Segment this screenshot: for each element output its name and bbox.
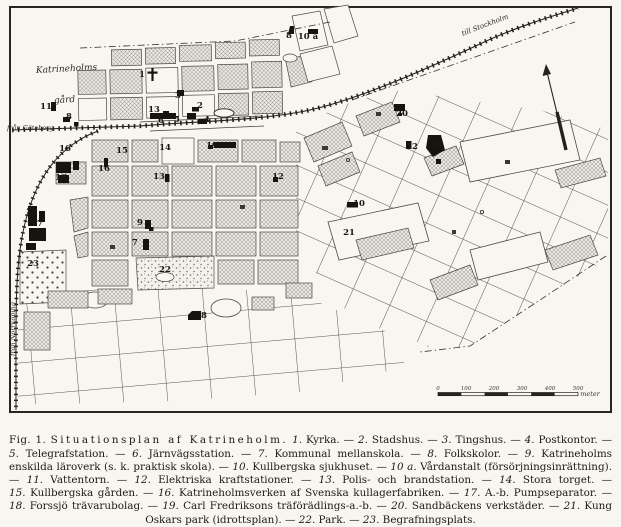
map-number-marker: 11 — [40, 102, 52, 112]
caption-entry-number: 13. — [318, 474, 336, 486]
caption-title: Situationsplan af Katrineholm. — [50, 434, 289, 447]
caption-entry-number: 1. — [292, 434, 303, 447]
map-number-marker: 13 — [153, 172, 165, 182]
caption-entry-number: 21. — [563, 500, 581, 513]
map-number-marker: 14 — [159, 143, 171, 153]
caption-entry-number: 15. — [9, 487, 26, 500]
caption-entry-number: 22. — [298, 513, 316, 526]
caption-entry-number: 8. — [427, 447, 438, 460]
park-22-area — [136, 256, 214, 290]
scale-bar-tick-label: 100 — [460, 386, 472, 392]
map-number-marker: 8 — [66, 112, 72, 122]
map-number-marker: 15 — [116, 146, 128, 156]
caption-entry-number: 12. — [134, 474, 151, 486]
map-number-marker: 12 — [406, 142, 418, 152]
caption-entry-number: 23. — [362, 513, 380, 526]
caption-entry-number: 6. — [132, 447, 143, 460]
scale-bar — [438, 393, 578, 396]
map-number-marker: 9 — [137, 218, 143, 228]
caption-entry-number: 3. — [441, 434, 452, 447]
caption-entry-number: 2. — [358, 434, 368, 447]
caption-entry-number: 17. — [463, 487, 481, 500]
map-number-marker: 2 — [197, 101, 203, 111]
caption-entry-number: 20. — [391, 500, 408, 513]
caption-entry-number: 10. — [232, 460, 249, 473]
scale-bar-unit-label: meter — [580, 390, 600, 398]
map-number-marker: 10 — [353, 199, 365, 209]
map-number-marker: 23 — [27, 259, 39, 269]
map-number-marker: 21 — [343, 228, 355, 238]
map-place-label: till Stockholm — [460, 12, 510, 38]
caption-entry-number: 18. — [9, 500, 26, 513]
caption-entry-number: 14. — [499, 474, 516, 486]
map-number-marker: 8 — [201, 311, 207, 321]
map-place-label: Katrineholms — [35, 62, 98, 76]
scale-bar-tick-label: 400 — [544, 386, 556, 392]
map-number-marker: 13 — [148, 105, 160, 115]
map-number-marker: 18 — [430, 140, 442, 150]
scale-bar-tick-label: 500 — [572, 386, 584, 392]
scale-bar-tick-label: 300 — [516, 386, 528, 392]
scale-bar-tick-label: 0 — [436, 386, 440, 392]
map-number-marker: 1 — [139, 70, 145, 80]
map-number-marker: 16 — [98, 164, 110, 174]
caption-entry-number: 11. — [26, 474, 44, 486]
map-number-marker: 17 — [31, 219, 43, 229]
figure-caption: Fig. 1. Situationsplan af Katrineholm. 1. Kyrka. — 2. Stadshus. — 3. Tingshus. — 4. Postkontor. — 5. Telegrafstation. — 6. Järnvägsstation. — 7. Kommunal mellanskola. — 8. Folkskolor. — 9. Katrineholms enskilda läroverk (s. k. praktisk skola). — 10. Kullbergska sjukhuset. — 10 a. Vårdanstalt (försörjningsinrättning). — 11. Vattentorn. — 12. Elektriska kraftstationer. — 13. Polis- och brandstation. — 14. Stora torget. — 15. Kullbergska gården. — 16. Katrineholmsverken af Svenska kullagerfabriken. — 17. A.-b. Pumpseparator. — 18. Forssjö trävarubolag. — 19. Carl Fredriksons träförädlings-a.-b. — 20. Sandbäckens verkstäder. — 21. Kung Oskars park (idrottsplan). — 22. Park. — 23. Begrafningsplats. — [9, 434, 613, 526]
map-number-marker: 19 — [206, 141, 218, 151]
map-number-marker: 8 — [286, 31, 292, 41]
map-number-marker: 5 — [174, 115, 180, 125]
caption-entry-number: 10 a. — [390, 460, 417, 473]
caption-entry-number: 4. — [524, 434, 535, 447]
map-number-marker: 20 — [396, 109, 408, 119]
map-place-label: från Norrköping — [9, 302, 17, 356]
map-place-label: från Göteborg — [7, 124, 54, 132]
map-number-marker: 16 — [55, 173, 67, 183]
map-number-marker: 6 — [158, 116, 164, 126]
caption-entry-number: 9. — [524, 447, 535, 460]
caption-entry-number: 7. — [257, 447, 268, 460]
map-number-marker: 10 a — [297, 32, 319, 42]
caption-entry-number: 19. — [162, 500, 179, 513]
map-number-marker: 3 — [175, 91, 181, 101]
map-place-label: gård — [53, 94, 76, 106]
caption-entry-number: 16. — [157, 487, 175, 500]
map-number-marker: 4 — [204, 115, 210, 125]
caption-entry-number: 5. — [9, 447, 19, 460]
map-number-marker: 22 — [159, 265, 171, 275]
scale-bar-tick-label: 200 — [488, 386, 500, 392]
map-number-marker: 12 — [272, 172, 284, 182]
map-number-marker: 16 — [59, 144, 71, 154]
caption-fig-label: Fig. 1. — [9, 434, 51, 447]
map-number-marker: 7 — [132, 238, 138, 248]
